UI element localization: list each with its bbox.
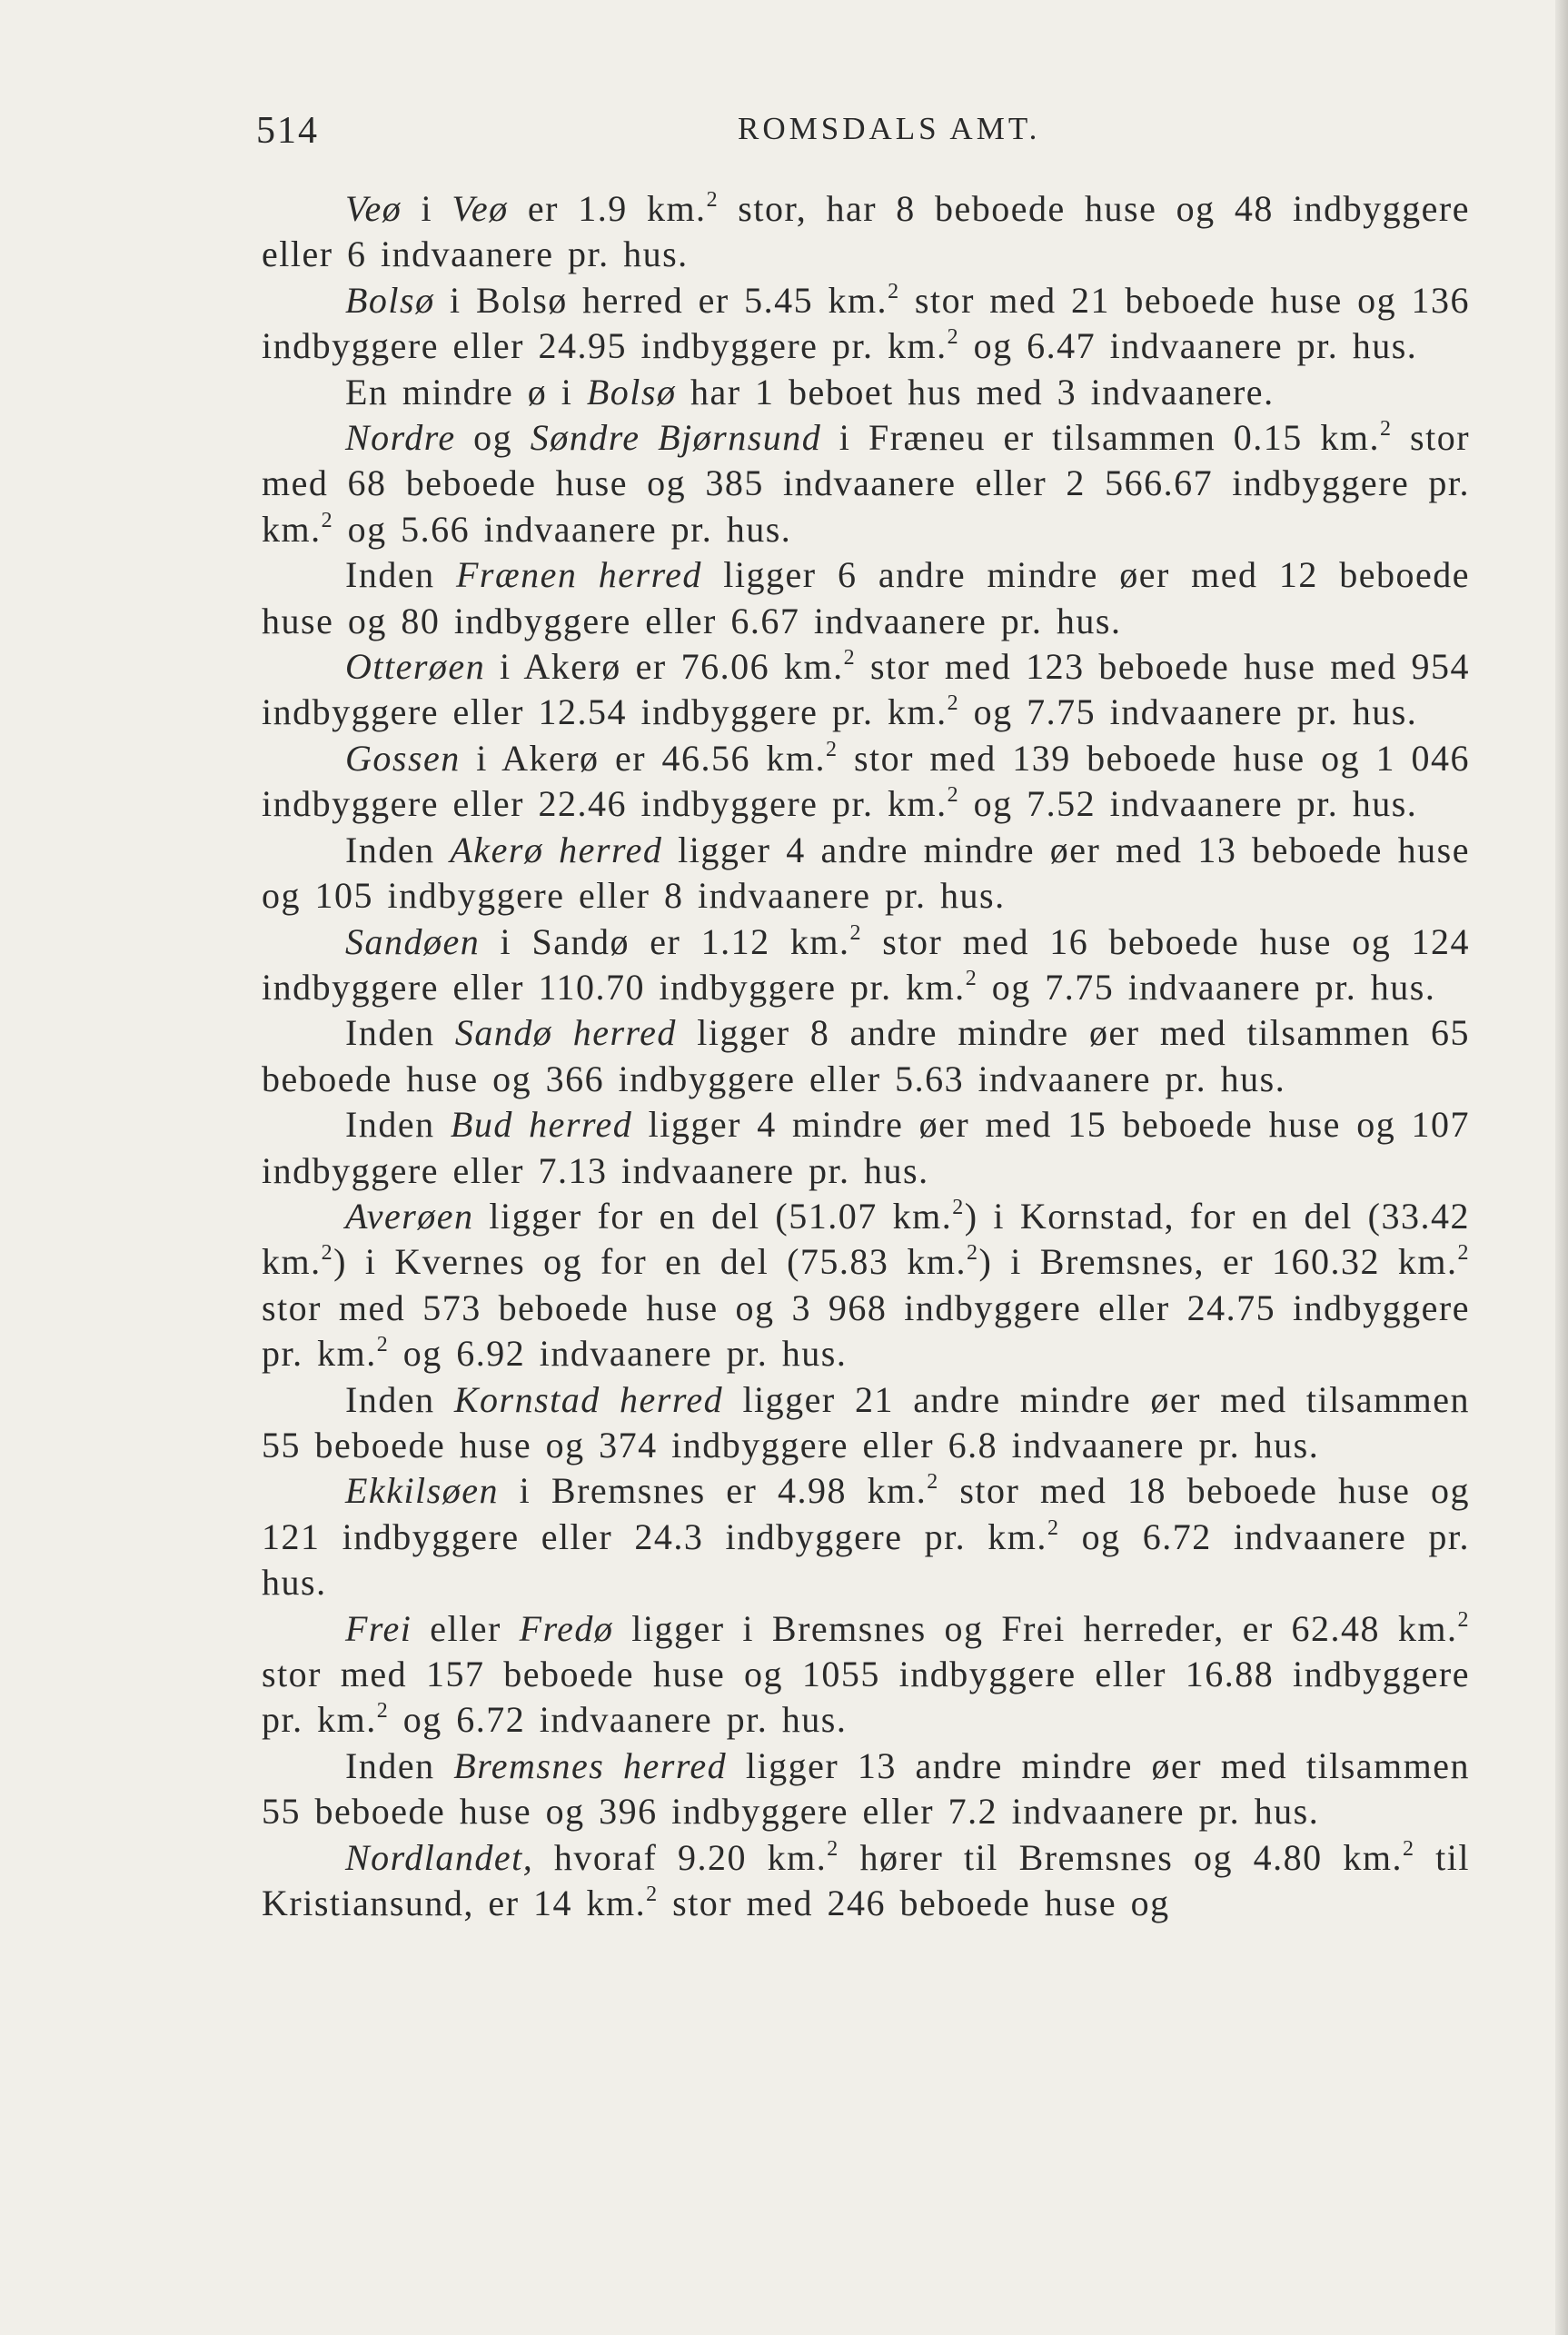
place-name: Sandøen bbox=[345, 920, 481, 962]
text-run: stor med 573 beboede huse og 3 968 indbyggere eller 24.75 indbyggere pr. km. bbox=[262, 1287, 1470, 1375]
text-run: i Akerø er 46.56 km. bbox=[460, 737, 827, 779]
superscript: 2 bbox=[888, 279, 900, 303]
superscript: 2 bbox=[952, 1195, 965, 1219]
text-run: og 6.72 indvaanere pr. hus. bbox=[389, 1699, 848, 1741]
superscript: 2 bbox=[965, 966, 978, 990]
text-run: i Fræneu er tilsammen 0.15 km. bbox=[821, 417, 1380, 459]
superscript: 2 bbox=[947, 783, 960, 808]
text-run: i bbox=[402, 188, 452, 229]
superscript: 2 bbox=[827, 1836, 839, 1861]
text-run: ligger 21 andre mindre øer med tilsammen 55 beboede huse og 374 indbyggere eller 6.8 indvaanere pr. hus. bbox=[262, 1378, 1470, 1466]
paragraph bbox=[262, 919, 1470, 1011]
place-name: Akerø herred bbox=[450, 829, 663, 870]
text-run: ligger i Bremsnes og Frei herreder, er 62.48 km. bbox=[613, 1607, 1458, 1649]
paragraph bbox=[262, 1835, 1470, 1927]
place-name: Frei bbox=[345, 1607, 412, 1649]
text-run: stor med 139 beboede huse og 1 046 indbyggere eller 22.46 indbyggere pr. km. bbox=[262, 737, 1470, 825]
place-name: Kornstad herred bbox=[453, 1378, 724, 1420]
superscript: 2 bbox=[1047, 1515, 1060, 1540]
paragraph bbox=[262, 1102, 1470, 1194]
text-run: Inden bbox=[345, 554, 456, 596]
paragraph bbox=[262, 644, 1470, 736]
place-name: Sandø herred bbox=[454, 1012, 677, 1054]
text-run: og 7.75 indvaanere pr. hus. bbox=[978, 966, 1436, 1008]
text-run: og 6.47 indvaanere pr. hus. bbox=[959, 325, 1418, 367]
paragraph bbox=[262, 552, 1470, 644]
place-name: Søndre Bjørnsund bbox=[530, 417, 822, 459]
place-name: Fredø bbox=[519, 1607, 614, 1649]
superscript: 2 bbox=[376, 1333, 390, 1357]
text-run: ligger 6 andre mindre øer med 12 beboede huse og 80 indbyggere eller 6.67 indvaanere pr. hus. bbox=[262, 554, 1471, 641]
text-run: ) i Kvernes og for en del (75.83 km. bbox=[333, 1241, 967, 1283]
text-run: Inden bbox=[345, 1744, 454, 1786]
text-run: Inden bbox=[345, 1104, 451, 1146]
running-head: ROMSDALS AMT. bbox=[738, 111, 1041, 146]
place-name: Nordlandet, bbox=[345, 1836, 534, 1878]
superscript: 2 bbox=[1457, 1607, 1470, 1632]
text-run: stor med 157 beboede huse og 1055 indbyggere eller 16.88 indbyggere pr. km. bbox=[262, 1654, 1470, 1741]
text-run: og 5.66 indvaanere pr. hus. bbox=[333, 508, 792, 550]
superscript: 2 bbox=[966, 1241, 979, 1266]
page-number: 514 bbox=[256, 110, 319, 152]
text-run: i Bremsnes er 4.98 km. bbox=[499, 1470, 928, 1512]
superscript: 2 bbox=[706, 188, 719, 212]
text-run: hvoraf 9.20 km. bbox=[533, 1836, 828, 1878]
paragraph bbox=[262, 1377, 1470, 1469]
text-run: En mindre ø i bbox=[345, 371, 587, 412]
paragraph bbox=[262, 1010, 1470, 1102]
text-run: ligger 4 mindre øer med 15 beboede huse og 107 indbyggere eller 7.13 indvaanere pr. hus. bbox=[262, 1104, 1471, 1191]
text-run: Inden bbox=[345, 829, 451, 870]
place-name: Otterøen bbox=[345, 646, 486, 688]
text-run: ligger 8 andre mindre øer med tilsammen 65 beboede huse og 366 indbyggere eller 5.63 indvaanere pr. hus. bbox=[262, 1012, 1471, 1099]
text-run: ) i Kornstad, for en del (33.42 km. bbox=[262, 1195, 1470, 1283]
text-run: stor med 246 beboede huse og bbox=[658, 1883, 1170, 1924]
text-run: eller bbox=[412, 1607, 520, 1649]
place-name: Gossen bbox=[345, 737, 461, 779]
text-run: Inden bbox=[345, 1378, 454, 1420]
text-run: Inden bbox=[345, 1012, 455, 1054]
superscript: 2 bbox=[1457, 1241, 1470, 1266]
superscript: 2 bbox=[1379, 417, 1393, 442]
page-edge bbox=[1555, 0, 1568, 2335]
paragraph bbox=[262, 1744, 1470, 1835]
text-run: ligger 13 andre mindre øer med tilsammen 55 beboede huse og 396 indbyggere eller 7.2 indvaanere pr. hus. bbox=[262, 1744, 1470, 1833]
place-name: Bremsnes herred bbox=[453, 1744, 728, 1786]
place-name: Veø bbox=[452, 188, 509, 229]
superscript: 2 bbox=[947, 691, 960, 716]
superscript: 2 bbox=[321, 1241, 334, 1266]
paragraph bbox=[262, 736, 1470, 828]
paragraph bbox=[262, 278, 1470, 370]
text-run: ligger for en del (51.07 km. bbox=[473, 1195, 953, 1237]
place-name: Bud herred bbox=[450, 1104, 633, 1146]
text-run: og 7.52 indvaanere pr. hus. bbox=[959, 783, 1418, 825]
text-run: har 1 beboet hus med 3 indvaanere. bbox=[676, 371, 1275, 412]
page-header bbox=[256, 109, 1483, 164]
body-text bbox=[262, 186, 1470, 1926]
superscript: 2 bbox=[646, 1883, 659, 1907]
text-run: stor med 21 beboede huse og 136 indbyggere eller 24.95 indbyggere pr. km. bbox=[262, 279, 1470, 367]
superscript: 2 bbox=[321, 508, 334, 532]
paragraph bbox=[262, 1194, 1470, 1377]
place-name: Nordre bbox=[345, 417, 456, 459]
paragraph bbox=[262, 828, 1470, 919]
superscript: 2 bbox=[826, 737, 839, 761]
text-run: hører til Bremsnes og 4.80 km. bbox=[839, 1836, 1403, 1878]
text-run: i Akerø er 76.06 km. bbox=[485, 646, 844, 688]
place-name: Ekkilsøen bbox=[345, 1470, 499, 1512]
text-run: stor med 16 beboede huse og 124 indbyggere eller 110.70 indbyggere pr. km. bbox=[262, 920, 1470, 1008]
superscript: 2 bbox=[849, 920, 863, 945]
place-name: Averøen bbox=[345, 1195, 474, 1237]
paragraph bbox=[262, 370, 1470, 415]
paragraph bbox=[262, 1468, 1470, 1605]
superscript: 2 bbox=[843, 646, 857, 671]
text-run: ) i Bremsnes, er 160.32 km. bbox=[978, 1241, 1458, 1283]
paragraph bbox=[262, 1606, 1470, 1744]
place-name: Bolsø bbox=[345, 279, 435, 321]
superscript: 2 bbox=[1402, 1836, 1415, 1861]
superscript: 2 bbox=[947, 325, 960, 350]
superscript: 2 bbox=[376, 1699, 390, 1724]
place-name: Frænen herred bbox=[455, 554, 702, 596]
text-run: er 1.9 km. bbox=[508, 188, 707, 229]
text-run: stor med 18 beboede huse og 121 indbyggere eller 24.3 indbyggere pr. km. bbox=[262, 1470, 1470, 1557]
text-run: stor med 123 beboede huse med 954 indbyggere eller 12.54 indbyggere pr. km. bbox=[262, 646, 1470, 733]
text-run: i Bolsø herred er 5.45 km. bbox=[434, 279, 888, 321]
place-name: Bolsø bbox=[586, 371, 677, 412]
text-run: stor, har 8 beboede huse og 48 indbyggere eller 6 indvaanere pr. hus. bbox=[262, 188, 1471, 275]
text-run: i Sandø er 1.12 km. bbox=[480, 920, 850, 962]
superscript: 2 bbox=[927, 1470, 939, 1495]
text-run: og 7.75 indvaanere pr. hus. bbox=[959, 691, 1418, 733]
text-run: og bbox=[455, 417, 531, 459]
text-run: stor med 68 beboede huse og 385 indvaanere eller 2 566.67 indbyggere pr. km. bbox=[262, 417, 1471, 550]
text-run: til Kristiansund, er 14 km. bbox=[262, 1836, 1470, 1924]
text-run: og 6.72 indvaanere pr. hus. bbox=[262, 1515, 1471, 1604]
text-run: ligger 4 andre mindre øer med 13 beboede huse og 105 indbyggere eller 8 indvaanere pr. hus. bbox=[262, 829, 1470, 917]
paragraph bbox=[262, 415, 1470, 552]
place-name: Veø bbox=[345, 188, 402, 229]
paragraph bbox=[262, 186, 1470, 278]
text-run: og 6.92 indvaanere pr. hus. bbox=[389, 1333, 848, 1375]
